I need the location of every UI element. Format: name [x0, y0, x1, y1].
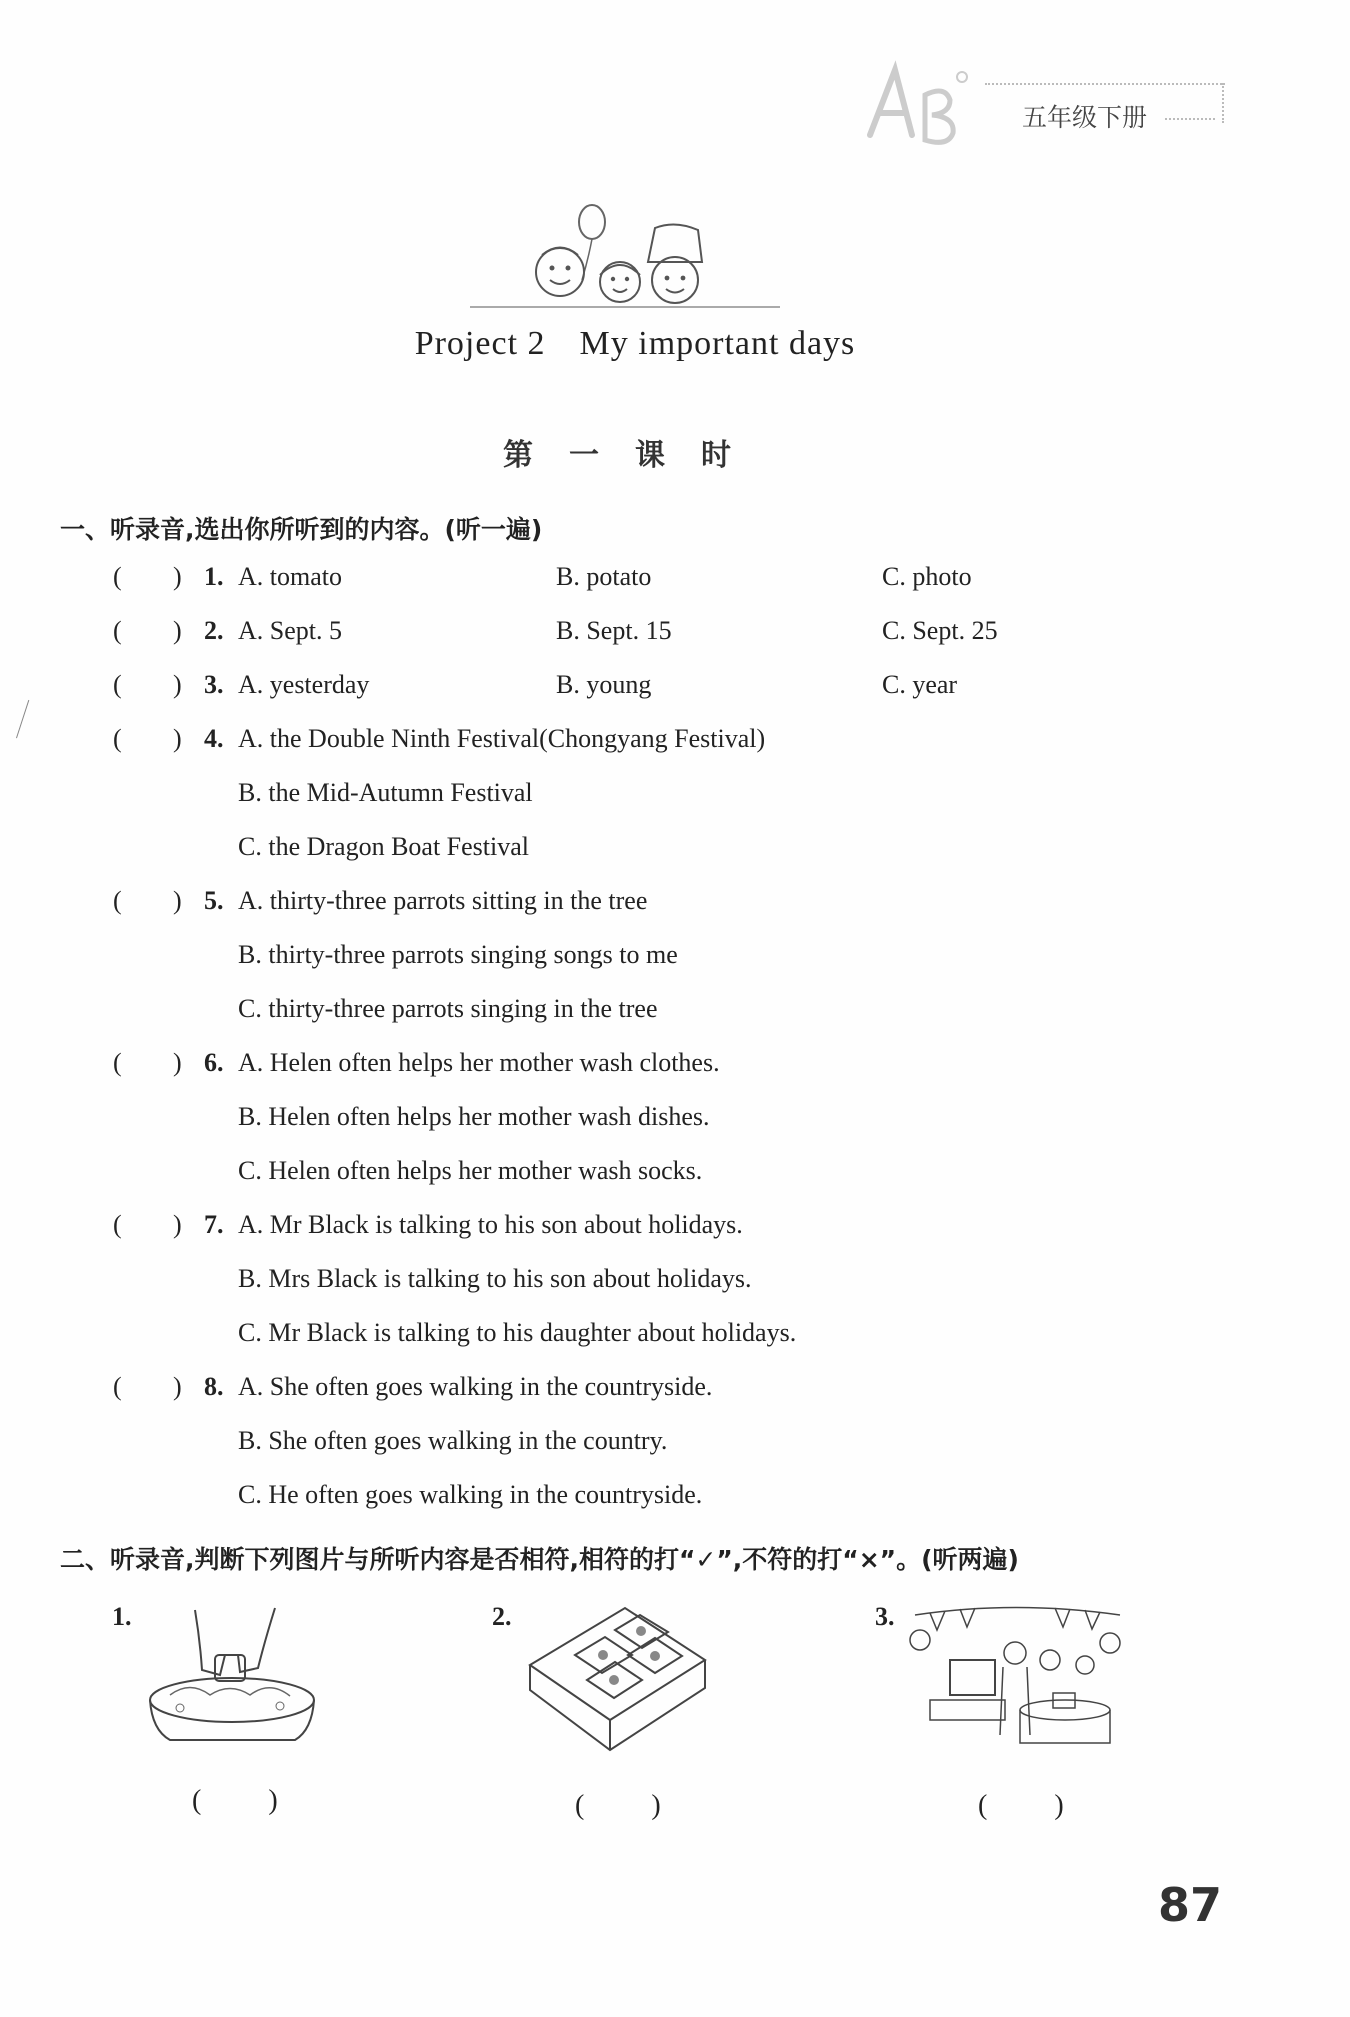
question-row-cont [0, 1318, 1350, 1372]
option-a: A. yesterday [238, 670, 370, 699]
question-row-cont [0, 1264, 1350, 1318]
picture-number: 2. [492, 1602, 512, 1631]
question-number: 6. [204, 1048, 224, 1077]
question-row: ( ) 4. A. the Double Ninth Festival(Chongyang Festival) [113, 724, 766, 753]
grade-label: 五年级下册 [1022, 103, 1148, 132]
option-c: C. Helen often helps her mother wash socks. [238, 1156, 703, 1185]
option-b: B. potato [556, 562, 652, 591]
question-number: 1. [204, 562, 224, 591]
option-b: B. Helen often helps her mother wash dishes. [238, 1102, 710, 1131]
picture-number: 3. [875, 1602, 895, 1631]
option-a: A. She often goes walking in the countryside. [238, 1372, 713, 1401]
lesson-heading: 第一课时 [503, 438, 767, 473]
question-number: 7. [204, 1210, 224, 1239]
question-row: ( ) 6. A. Helen often helps her mother wash clothes. [113, 1048, 720, 1077]
option-b: B. Sept. 15 [556, 616, 672, 645]
option-b: B. thirty-three parrots singing songs to me [238, 940, 678, 969]
option-c: C. photo [882, 562, 972, 591]
option-c: C. Mr Black is talking to his daughter about holidays. [238, 1318, 797, 1347]
question-row-cont [0, 1102, 1350, 1156]
question-number: 4. [204, 724, 224, 753]
question-row-cont [0, 940, 1350, 994]
question-row: ( ) 7. A. Mr Black is talking to his son about holidays. [113, 1210, 743, 1239]
answer-blank[interactable]: ( ) [192, 1785, 308, 1816]
question-row: ( ) 1. A. tomato B. potato C. photo [113, 562, 972, 591]
header-dotted-line [1165, 118, 1215, 120]
ab-logo-icon [850, 55, 980, 150]
question-row-cont [0, 1156, 1350, 1210]
option-b: B. young [556, 670, 652, 699]
option-a: A. thirty-three parrots sitting in the tree [238, 886, 648, 915]
question-row: ( ) 5. A. thirty-three parrots sitting in the tree [113, 886, 648, 915]
question-row: ( ) 2. A. Sept. 5 B. Sept. 15 C. Sept. 25 [113, 616, 998, 645]
question-number: 5. [204, 886, 224, 915]
header-dotted-line [985, 83, 1225, 85]
option-c: C. year [882, 670, 958, 699]
question-row-cont [0, 778, 1350, 832]
section-2-heading: 二、听录音,判断下列图片与所听内容是否相符,相符的打“✓”,不符的打“×”。(听两遍) [60, 1545, 1019, 1574]
question-row-cont [0, 832, 1350, 886]
section-1-heading: 一、听录音,选出你所听到的内容。(听一遍) [60, 515, 543, 544]
option-a: A. Mr Black is talking to his son about holidays. [238, 1210, 743, 1239]
answer-blank[interactable]: ( ) [978, 1790, 1094, 1821]
children-illustration [470, 200, 780, 315]
washing-clothes-picture [140, 1600, 320, 1750]
option-b: B. She often goes walking in the country. [238, 1426, 668, 1455]
option-a: A. Sept. 5 [238, 616, 342, 645]
option-c: C. He often goes walking in the countryside. [238, 1480, 703, 1509]
question-row-cont [0, 1426, 1350, 1480]
option-b: B. Mrs Black is talking to his son about holidays. [238, 1264, 752, 1293]
project-name: My important days [579, 325, 856, 362]
question-number: 3. [204, 670, 224, 699]
answer-blank[interactable]: ( ) [575, 1790, 691, 1821]
question-row: ( ) 8. A. She often goes walking in the countryside. [113, 1372, 713, 1401]
option-c: C. Sept. 25 [882, 616, 998, 645]
birthday-party-picture [905, 1595, 1130, 1755]
option-b: B. the Mid-Autumn Festival [238, 778, 533, 807]
header-dotted-line [1222, 83, 1224, 123]
question-number: 2. [204, 616, 224, 645]
question-row: ( ) 3. A. yesterday B. young C. year [113, 670, 958, 699]
question-number: 8. [204, 1372, 224, 1401]
picture-number: 1. [112, 1602, 132, 1631]
question-row-cont [0, 994, 1350, 1048]
project-label: Project 2 [414, 325, 546, 362]
option-a: A. the Double Ninth Festival(Chongyang Festival) [238, 724, 766, 753]
question-row-cont [0, 1480, 1350, 1534]
page-number: 87 [1158, 1878, 1223, 1932]
mooncake-box-picture [520, 1600, 715, 1760]
option-c: C. the Dragon Boat Festival [238, 832, 530, 861]
option-a: A. Helen often helps her mother wash clothes. [238, 1048, 720, 1077]
option-c: C. thirty-three parrots singing in the tree [238, 994, 658, 1023]
page-title [0, 325, 1270, 363]
option-a: A. tomato [238, 562, 342, 591]
